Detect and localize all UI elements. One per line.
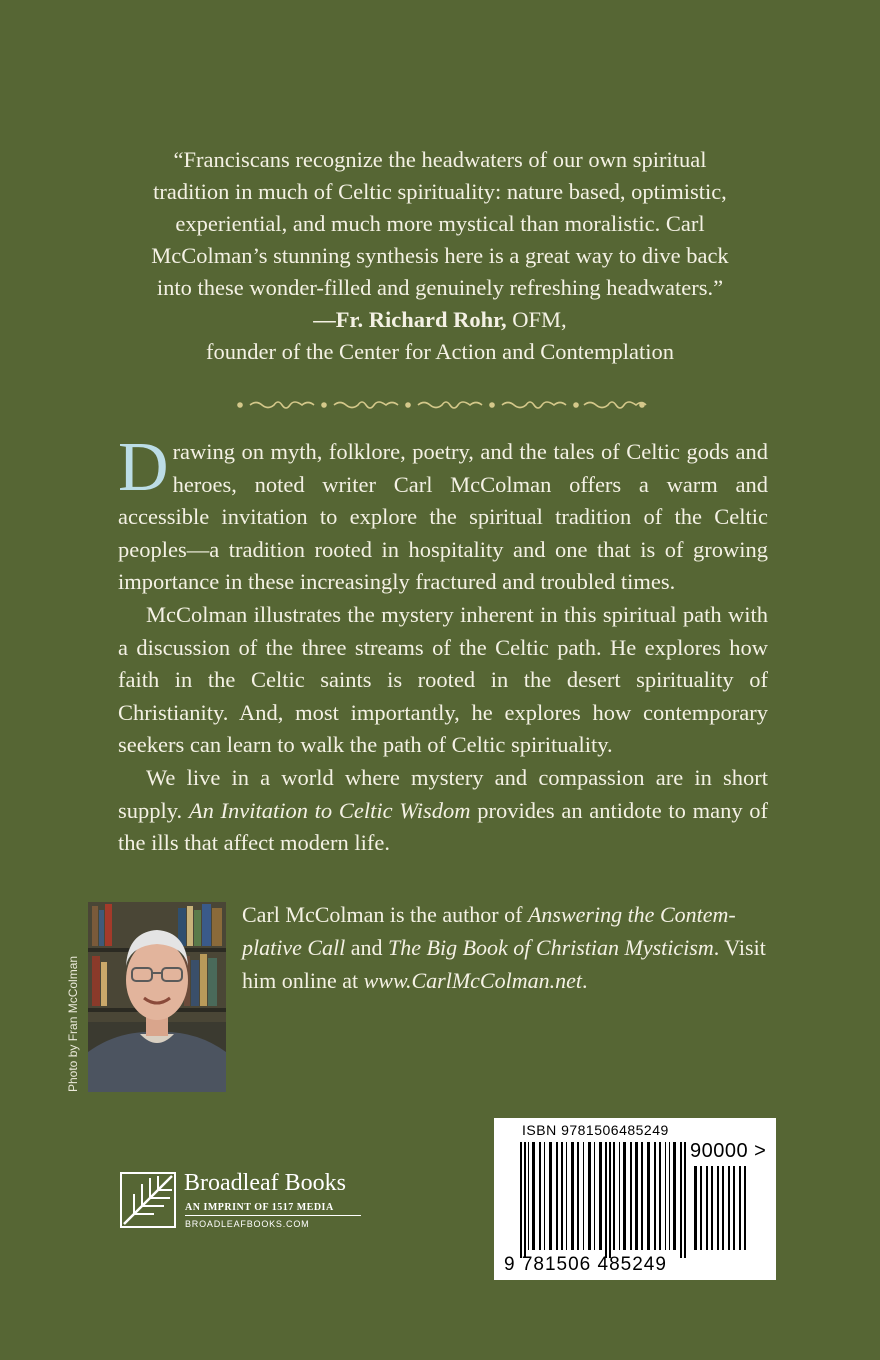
barcode-bar <box>700 1166 702 1250</box>
bio-text <box>242 898 782 997</box>
barcode-bar <box>647 1142 650 1250</box>
isbn-label: ISBN 9781506485249 <box>522 1122 669 1138</box>
quote-line: “Franciscans recognize the headwaters of our own spiritual <box>173 147 707 172</box>
bio-text-part: . Visit him online at <box>242 935 766 993</box>
author-photo <box>88 902 226 1092</box>
barcode-bar <box>594 1142 595 1250</box>
quote-attribution <box>90 304 790 336</box>
isbn-human-readable: 9 781506 485249 <box>504 1254 667 1275</box>
barcode-bar <box>733 1166 735 1250</box>
barcode-bar <box>520 1142 522 1258</box>
barcode-bar <box>588 1142 591 1250</box>
barcode-bar <box>711 1166 713 1250</box>
photo-credit: Photo by Fran McColman <box>66 955 80 1092</box>
barcode-bar <box>583 1142 584 1250</box>
quote-line: experiential, and much more mystical than moralistic. Carl <box>175 211 705 236</box>
barcode-bar <box>684 1142 686 1258</box>
barcode-bar <box>599 1142 602 1250</box>
bio-text-part: . <box>581 968 588 993</box>
barcode-bar <box>641 1142 643 1250</box>
quote-line: into these wonder-filled and genuinely refreshing headwaters.” <box>156 275 724 300</box>
barcode-bar <box>524 1142 526 1258</box>
barcode-bar <box>706 1166 708 1250</box>
drop-cap: D <box>118 429 169 506</box>
barcode-bar <box>619 1142 620 1250</box>
barcode-bar <box>571 1142 574 1250</box>
barcode-bar <box>722 1166 724 1250</box>
barcode-bar <box>669 1142 670 1250</box>
book-title: The Big Book of Christian Mysticism <box>388 935 714 960</box>
description-paragraph <box>118 762 768 860</box>
barcode-bar <box>556 1142 558 1250</box>
paragraph-text: rawing on myth, folklore, poetry, and the tales of Celtic gods and heroes, noted writer Carl McColman offers a warm and accessible invitation to explore the spiritual tradition of the Celtic peoples—a tradition rooted in hospitality and one that is of growing importance in these increasingly fractured and troubled times. <box>118 439 768 595</box>
publisher-logo <box>120 1172 380 1232</box>
publisher-name: Broadleaf Books <box>184 1170 346 1196</box>
attribution-order: OFM, <box>506 307 567 332</box>
barcode-bar <box>728 1166 730 1250</box>
barcode-bar <box>566 1142 567 1250</box>
attribution-role: founder of the Center for Action and Contemplation <box>205 339 674 364</box>
quote-line: McColman’s stunning synthesis here is a great way to dive back <box>151 243 729 268</box>
price-code: 90000 > <box>690 1140 767 1162</box>
barcode-bar <box>717 1166 719 1250</box>
publisher-url: BROADLEAFBOOKS.COM <box>185 1219 310 1229</box>
book-description <box>118 429 769 860</box>
barcode-bar <box>613 1142 615 1250</box>
barcode-bar <box>635 1142 638 1250</box>
decorative-divider <box>230 396 650 414</box>
attribution-name: —Fr. Richard Rohr, <box>313 307 507 332</box>
book-title: An Invitation to Celtic Wisdom <box>188 797 471 823</box>
paragraph-text: provides an antidote to many of the ills that affect modern life. <box>118 797 769 856</box>
paragraph-text: We live in a world where mystery and compassion are in short supply. <box>118 764 768 823</box>
bio-text-part: and <box>345 935 389 960</box>
barcode-bar <box>532 1142 535 1250</box>
barcode-bar <box>623 1142 626 1250</box>
quote-line: tradition in much of Celtic spirituality: nature based, optimistic, <box>153 179 727 204</box>
barcode-bar <box>609 1142 611 1258</box>
isbn-barcode <box>494 1118 776 1280</box>
divider <box>185 1215 361 1216</box>
barcode-bar <box>694 1166 697 1250</box>
endorsement-quote <box>90 144 790 368</box>
barcode-bar <box>744 1166 746 1250</box>
bio-text-part: Carl McColman is the author of <box>242 902 528 927</box>
barcode-bar <box>673 1142 676 1250</box>
barcode-bar <box>561 1142 563 1250</box>
barcode-bar <box>659 1142 661 1250</box>
barcode-bar <box>544 1142 545 1250</box>
barcode-bar <box>654 1142 656 1250</box>
description-paragraph: McColman illustrates the mystery inherent in this spiritual path with a discussion of the three streams of the Celtic path. He explores how faith in the Celtic saints is rooted in the desert spirituality of Christianity. And, most importantly, he explores how contemporary seekers can learn to walk the path of Celtic spirituality. <box>118 601 768 758</box>
barcode-bar <box>605 1142 607 1258</box>
description-paragraph <box>118 429 768 599</box>
barcode-bar <box>539 1142 541 1250</box>
barcode-bar <box>549 1142 552 1250</box>
barcode-bar <box>577 1142 579 1250</box>
publisher-imprint: AN IMPRINT OF 1517 MEDIA <box>185 1202 334 1213</box>
barcode-bar <box>528 1142 529 1250</box>
barcode-bar <box>665 1142 666 1250</box>
author-website: www.CarlMcColman.net <box>363 968 582 993</box>
author-bio <box>242 898 782 997</box>
book-title: Answering the Contemplative Call <box>242 902 736 960</box>
leaf-logo-icon <box>120 1172 176 1228</box>
barcode-bar <box>739 1166 741 1250</box>
barcode-bar <box>680 1142 682 1258</box>
barcode-bar <box>630 1142 632 1250</box>
